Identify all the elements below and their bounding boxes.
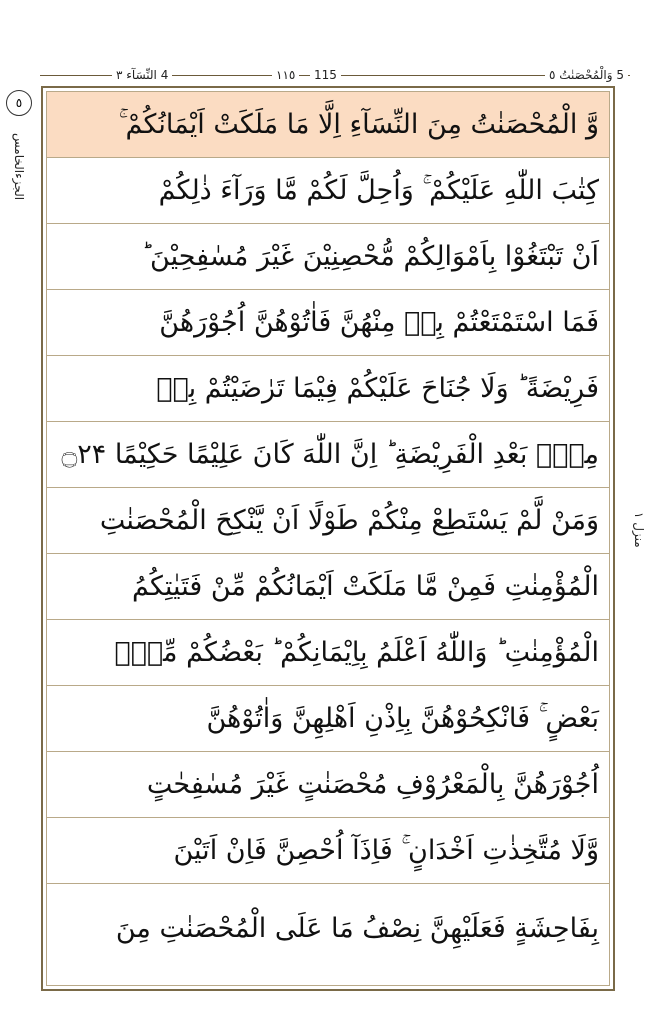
left-margin (2, 90, 36, 220)
verse-line-13: بِفَاحِشَةٍ فَعَلَيْهِنَّ نِصْفُ مَا عَلَى الْمُحْصَنٰتِ مِنَ (115, 913, 599, 944)
verse-line-8: الْمُؤْمِنٰتِ فَمِنْ مَّا مَلَكَتْ اَيْمَانُكُمْ مِّنْ فَتَيٰتِكُمُ (47, 554, 609, 620)
verse-line-5: فَرِيْضَةً ؕ وَلَا جُنَاحَ عَلَيْكُمْ فِيْمَا تَرٰضَيْتُمْ بِهٖ (47, 356, 609, 422)
verse-line-2: كِتٰبَ اللّٰهِ عَلَيْكُمْ ۚ وَاُحِلَّ لَكُمْ مَّا وَرَآءَ ذٰلِكُمْ (47, 158, 609, 224)
verse-line-9: الْمُؤْمِنٰتِ ؕ وَاللّٰهُ اَعْلَمُ بِاِيْمَانِكُمْ ؕ بَعْضُكُمْ مِّنْۢ (47, 620, 609, 686)
verse-line-12: وَّلَا مُتَّخِذٰتِ اَخْدَانٍ ۚ فَاِذَآ اُحْصِنَّ فَاِنْ اَتَيْنَ (47, 818, 609, 884)
verse-line-3: اَنْ تَبْتَغُوْا بِاَمْوَالِكُمْ مُّحْصِنِيْنَ غَيْرَ مُسٰفِحِيْنَ ؕ (47, 224, 609, 290)
verse-line-6: مِنْۢ بَعْدِ الْفَرِيْضَةِ ؕ اِنَّ اللّٰهَ كَانَ عَلِيْمًا حَكِيْمًا ۝۲۴ (47, 422, 609, 488)
ruku-marker: ٥ (6, 90, 32, 116)
juz-label: 5 وَالْمُحْصَنٰتُ ٥ (545, 66, 628, 84)
manzil-side-note: منزل ١ (632, 512, 646, 548)
surah-label: 4 النِّسَآء ٣ (112, 66, 172, 84)
verse-line-7: وَمَنْ لَّمْ يَسْتَطِعْ مِنْكُمْ طَوْلًا اَنْ يَّنْكِحَ الْمُحْصَنٰتِ (47, 488, 609, 554)
verse-line-11: اُجُوْرَهُنَّ بِالْمَعْرُوْفِ مُحْصَنٰتٍ غَيْرَ مُسٰفِحٰتٍ (47, 752, 609, 818)
verse-line-4: فَمَا اسْتَمْتَعْتُمْ بِهٖ مِنْهُنَّ فَاٰتُوْهُنَّ اُجُوْرَهُنَّ (47, 290, 609, 356)
quran-page (41, 86, 615, 991)
juz-side-note: الجزءالخامس (12, 133, 26, 201)
page-number-arabic: ١١٥ (272, 66, 299, 84)
text-frame (46, 91, 610, 986)
page-header (40, 66, 630, 84)
verse-line-10: بَعْضٍ ۚ فَانْكِحُوْهُنَّ بِاِذْنِ اَهْلِهِنَّ وَاٰتُوْهُنَّ (47, 686, 609, 752)
page-number: 115 (310, 66, 341, 84)
verse-line-1: وَّ الْمُحْصَنٰتُ مِنَ النِّسَآءِ اِلَّا مَا مَلَكَتْ اَيْمَانُكُمْ ۚ (47, 92, 609, 158)
